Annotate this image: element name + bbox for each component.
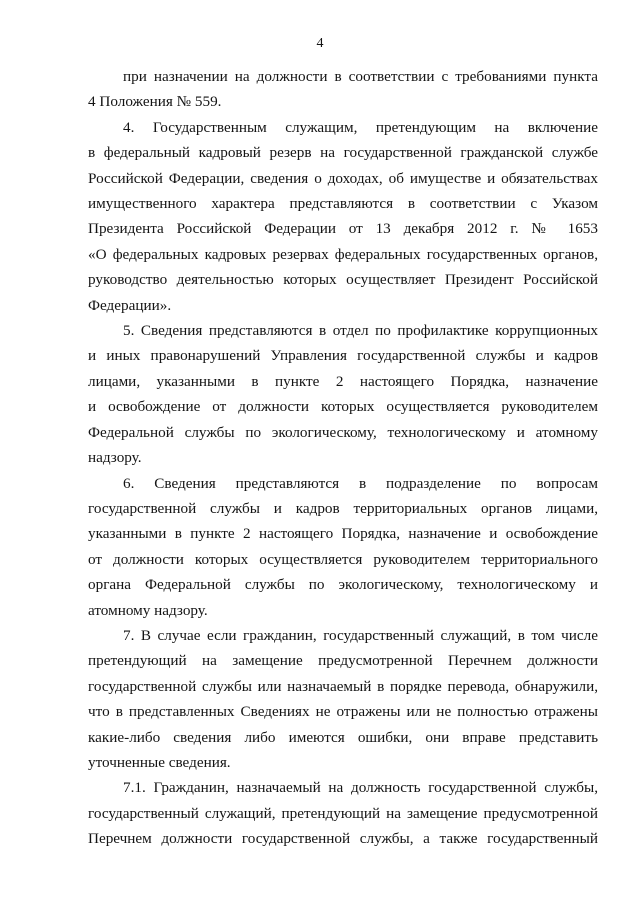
paragraph-p6 [88, 471, 598, 623]
text-line: в федеральный кадровый резерв на государственной гражданской службе [88, 144, 598, 162]
text-line: органа Федеральной службы по экологическому, технологическому и [88, 576, 598, 594]
paragraph-p7-1 [88, 775, 598, 851]
text-line: государственной службы и кадров территориальных органов лицами, [88, 499, 598, 517]
text-line: претендующий на замещение предусмотренной Перечнем должности [88, 652, 598, 670]
paragraph-p4 [88, 115, 598, 318]
text-line: 7.1. Гражданин, назначаемый на должность государственной службы, [123, 779, 598, 797]
paragraph-p5 [88, 318, 598, 470]
text-line: что в представленных Сведениях не отражены или не полностью отражены [88, 703, 598, 721]
text-line: какие-либо сведения либо имеются ошибки, они вправе представить [88, 728, 598, 746]
page-number: 4 [316, 36, 324, 51]
text-line: руководство деятельностью которых осуществляет Президент Российской [88, 271, 598, 289]
paragraph-p7 [88, 623, 598, 775]
text-line: «О федеральных кадровых резервах федеральных государственных органов, [88, 245, 598, 263]
text-line: 7. В случае если гражданин, государственный служащий, в том числе [123, 626, 598, 644]
text-line: имущественного характера представляются в соответствии с Указом [88, 195, 598, 213]
text-line: 6. Сведения представляются в подразделение по вопросам [123, 474, 598, 492]
text-line: от должности которых осуществляется руководителем территориального [88, 550, 598, 568]
text-line: Федеральной службы по экологическому, технологическому и атомному [88, 423, 598, 441]
text-line: государственной службы или назначаемый в порядке перевода, обнаружили, [88, 677, 598, 695]
text-line: Федерации». [88, 296, 172, 314]
text-line: Российской Федерации, сведения о доходах, об имуществе и обязательствах [88, 169, 598, 187]
text-line: лицами, указанными в пункте 2 настоящего Порядка, назначение [88, 372, 598, 390]
text-line: 4. Государственным служащим, претендующим на включение [123, 118, 598, 136]
text-line: надзору. [88, 449, 142, 467]
text-line: указанными в пункте 2 настоящего Порядка, назначение и освобождение [88, 525, 598, 543]
paragraph-p-continuation [88, 64, 598, 115]
text-line: государственный служащий, претендующий на замещение предусмотренной [88, 804, 598, 822]
text-line: атомному надзору. [88, 601, 208, 619]
text-line: Президента Российской Федерации от 13 декабря 2012 г. № 1653 [88, 220, 598, 238]
text-line: и освобождение от должности которых осуществляется руководителем [88, 398, 598, 416]
text-line: уточненные сведения. [88, 753, 231, 771]
text-line: при назначении на должности в соответствии с требованиями пункта [123, 68, 598, 85]
text-line: 5. Сведения представляются в отдел по профилактике коррупционных [123, 322, 598, 340]
text-line: Перечнем должности государственной службы, а также государственный [88, 830, 598, 848]
text-line: 4 Положения № 559. [88, 93, 222, 111]
document-body [88, 64, 598, 852]
text-line: и иных правонарушений Управления государственной службы и кадров [88, 347, 598, 365]
